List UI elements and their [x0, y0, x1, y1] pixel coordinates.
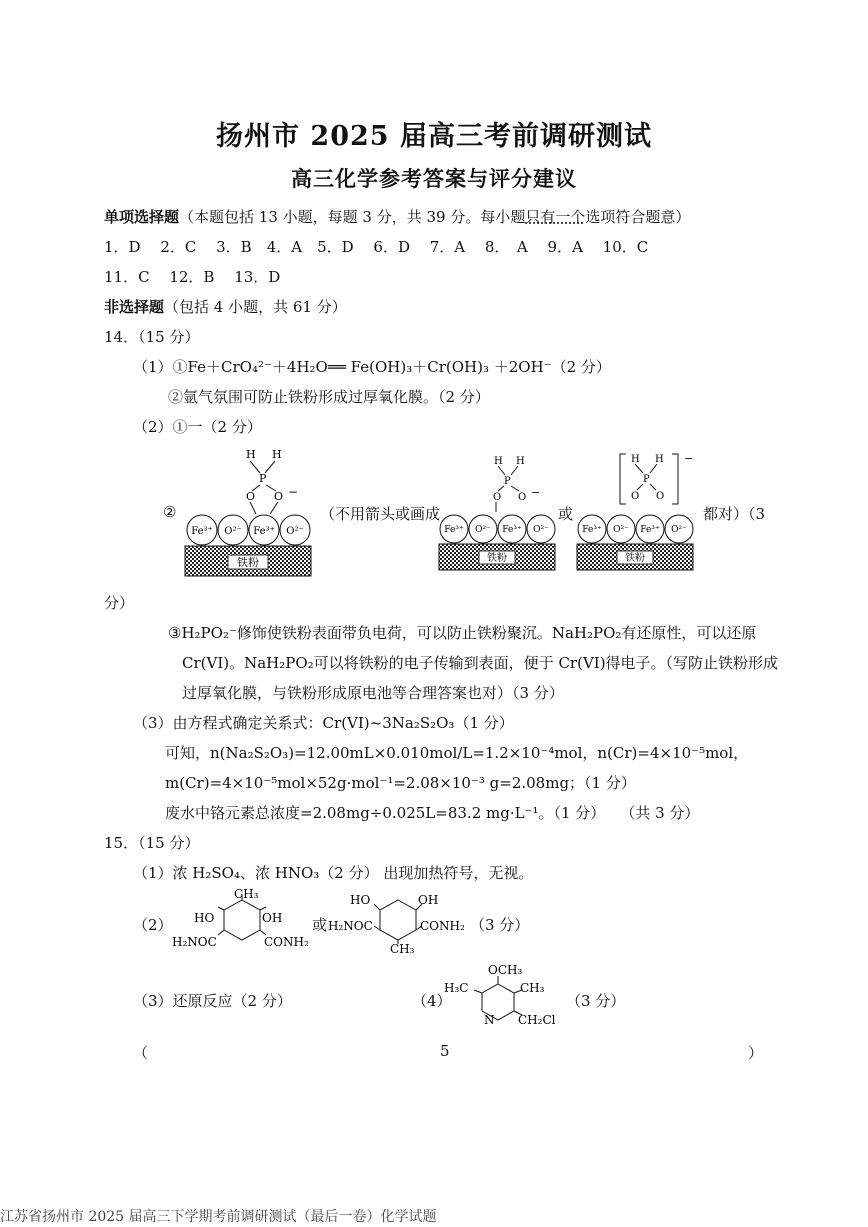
- q14-p2-c2: Cr(VI)。NaH₂PO₂可以将铁粉的电子传输到表面，便于 Cr(VI)得电子。（写防止铁粉形成: [182, 654, 779, 672]
- q15-p2-label: （2）: [133, 916, 173, 934]
- structure-a: [172, 886, 312, 954]
- page-number: 5: [440, 1042, 450, 1060]
- q15-number: 15．（15 分）: [104, 834, 200, 852]
- fe3-ion-1: Fe³⁺: [191, 526, 213, 537]
- non-choice-desc: （包括 4 小题，共 61 分）: [164, 298, 347, 316]
- h-atom-1: H: [246, 448, 256, 461]
- iron-powder-label-2: 铁粉: [487, 553, 507, 564]
- q14-circle-2: ②: [163, 503, 177, 521]
- struct-a-oh: OH: [262, 911, 283, 925]
- struct-c-ch2cl: CH₂Cl: [518, 1013, 556, 1027]
- non-choice-intro: [104, 296, 347, 317]
- o2-ion-4: O²⁻: [533, 525, 549, 535]
- fe3-ion-2: Fe³⁺: [253, 526, 275, 537]
- q15-p2-or: 或: [312, 916, 328, 934]
- struct-c-n: N: [484, 1013, 495, 1027]
- q14-p1-b: ②氩气氛围可防止铁粉形成过厚氧化膜。（2 分）: [168, 388, 490, 406]
- adsorption-diagram-alt-1: [436, 450, 558, 574]
- page-bracket-right: ）: [748, 1044, 764, 1062]
- o-atom-2: O: [274, 490, 284, 503]
- q14-fen: 分）: [104, 594, 135, 612]
- minus-sign: −: [288, 485, 299, 499]
- fe3-ion-4: Fe³⁺: [502, 525, 522, 535]
- adsorption-diagram-main: [180, 446, 316, 580]
- q14-tail: 都对）（3: [703, 505, 766, 523]
- struct-b-h2noc: H₂NOC: [328, 919, 373, 933]
- struct-b-ho: HO: [350, 893, 371, 907]
- q15-p4-label: （4）: [412, 992, 452, 1010]
- q14-p3-a: （3）由方程式确定关系式：Cr(VI)~3Na₂S₂O₃（1 分）: [133, 714, 514, 732]
- o2-ion-5: O²⁻: [613, 525, 629, 535]
- q15-p3: （3）还原反应（2 分）: [133, 992, 292, 1010]
- p-atom-2: P: [504, 476, 511, 487]
- iron-powder-label: 铁粉: [237, 556, 259, 569]
- single-choice-desc-emph: 只有一个: [525, 208, 586, 226]
- h-atom-4: H: [516, 456, 525, 467]
- structure-b: [328, 886, 468, 954]
- page-title: 扬州市 2025 届高三考前调研测试: [216, 121, 652, 152]
- struct-b-conh2: CONH₂: [420, 919, 465, 933]
- q14-p2-c1: ③H₂PO₂⁻修饰使铁粉表面带负电荷，可以防止铁粉聚沉。NaH₂PO₂有还原性，可以还原: [168, 624, 757, 642]
- fe3-ion-6: Fe³⁺: [640, 525, 660, 535]
- h-atom-2: H: [272, 448, 282, 461]
- o-atom-3: O: [493, 492, 502, 503]
- q14-or: 或: [558, 505, 574, 523]
- adsorption-diagram-alt-2: [574, 448, 698, 574]
- fe3-ion-3: Fe³⁺: [444, 525, 464, 535]
- single-choice-intro: [104, 206, 690, 227]
- struct-c-och3: OCH₃: [488, 963, 523, 977]
- non-choice-heading: 非选择题: [104, 298, 165, 316]
- page-subtitle: 高三化学参考答案与评分建议: [291, 166, 577, 191]
- q14-number: 14．（15 分）: [104, 328, 200, 346]
- struct-b-ch3: CH₃: [390, 942, 415, 954]
- answers-row-2: 11．C 12．B 13．D: [104, 268, 281, 286]
- minus-sign-3: −: [684, 452, 694, 465]
- answers-row-1: 1．D 2．C 3．B 4．A 5．D 6．D 7．A 8． A 9．A 10．C: [104, 238, 649, 256]
- o-atom-5: O: [631, 491, 640, 502]
- struct-c-ch3: CH₃: [520, 981, 545, 995]
- struct-a-conh2: CONH₂: [264, 935, 309, 949]
- h-atom-3: H: [494, 456, 503, 467]
- q14-p2-a: （2）①一（2 分）: [133, 418, 262, 436]
- iron-powder-label-3: 铁粉: [625, 553, 645, 564]
- o2-ion-6: O²⁻: [671, 525, 687, 535]
- structure-c: [440, 960, 570, 1032]
- q14-note: （不用箭头或画成: [320, 505, 441, 523]
- p-atom: P: [259, 472, 267, 485]
- single-choice-heading: 单项选择题: [104, 208, 180, 226]
- h-atom-5: H: [631, 454, 640, 465]
- footer-caption: 江苏省扬州市 2025 届高三下学期考前调研测试（最后一卷）化学试题: [0, 1209, 437, 1225]
- q14-p1-a: （1）①Fe＋CrO₄²⁻＋4H₂O══ Fe(OH)₃＋Cr(OH)₃ ＋2OH⁻（2 分）: [133, 358, 611, 376]
- o2-ion-2: O²⁻: [286, 526, 304, 537]
- o-atom-1: O: [246, 490, 256, 503]
- struct-b-oh: OH: [418, 893, 439, 907]
- q14-p3-c: m(Cr)=4×10⁻⁵mol×52g·mol⁻¹=2.08×10⁻³ g=2.08mg；（1 分）: [165, 774, 636, 792]
- fe3-ion-5: Fe³⁺: [582, 525, 602, 535]
- single-choice-desc-post: 选项符合题意）: [585, 208, 691, 226]
- q15-p1: （1）浓 H₂SO₄、浓 HNO₃（2 分） 出现加热符号，无视。: [133, 864, 534, 882]
- h-atom-6: H: [655, 454, 664, 465]
- q15-p4-score: （3 分）: [566, 992, 626, 1010]
- struct-a-ho: HO: [194, 911, 215, 925]
- o-atom-4: O: [518, 492, 527, 503]
- single-choice-desc-pre: （本题包括 13 小题，每题 3 分，共 39 分。每小题: [179, 208, 526, 226]
- o-atom-6: O: [656, 491, 665, 502]
- q14-p3-b: 可知，n(Na₂S₂O₃)=12.00mL×0.010mol/L=1.2×10⁻⁴mol，n(Cr)=4×10⁻⁵mol，: [165, 744, 749, 762]
- struct-a-ch3: CH₃: [234, 887, 259, 901]
- page-bracket-left: （: [133, 1044, 149, 1062]
- struct-a-h2noc: H₂NOC: [172, 935, 217, 949]
- q15-p2-score: （3 分）: [470, 916, 530, 934]
- q14-p2-c3: 过厚氧化膜，与铁粉形成原电池等合理答案也对）（3 分）: [182, 684, 564, 702]
- minus-sign-2: −: [531, 486, 541, 499]
- o2-ion-1: O²⁻: [224, 526, 242, 537]
- q14-p3-d: 废水中铬元素总浓度=2.08mg÷0.025L=83.2 mg·L⁻¹。（1 分） （共 3 分）: [165, 804, 700, 822]
- o2-ion-3: O²⁻: [475, 525, 491, 535]
- p-atom-3: P: [643, 474, 650, 485]
- struct-c-h3c: H₃C: [444, 981, 469, 995]
